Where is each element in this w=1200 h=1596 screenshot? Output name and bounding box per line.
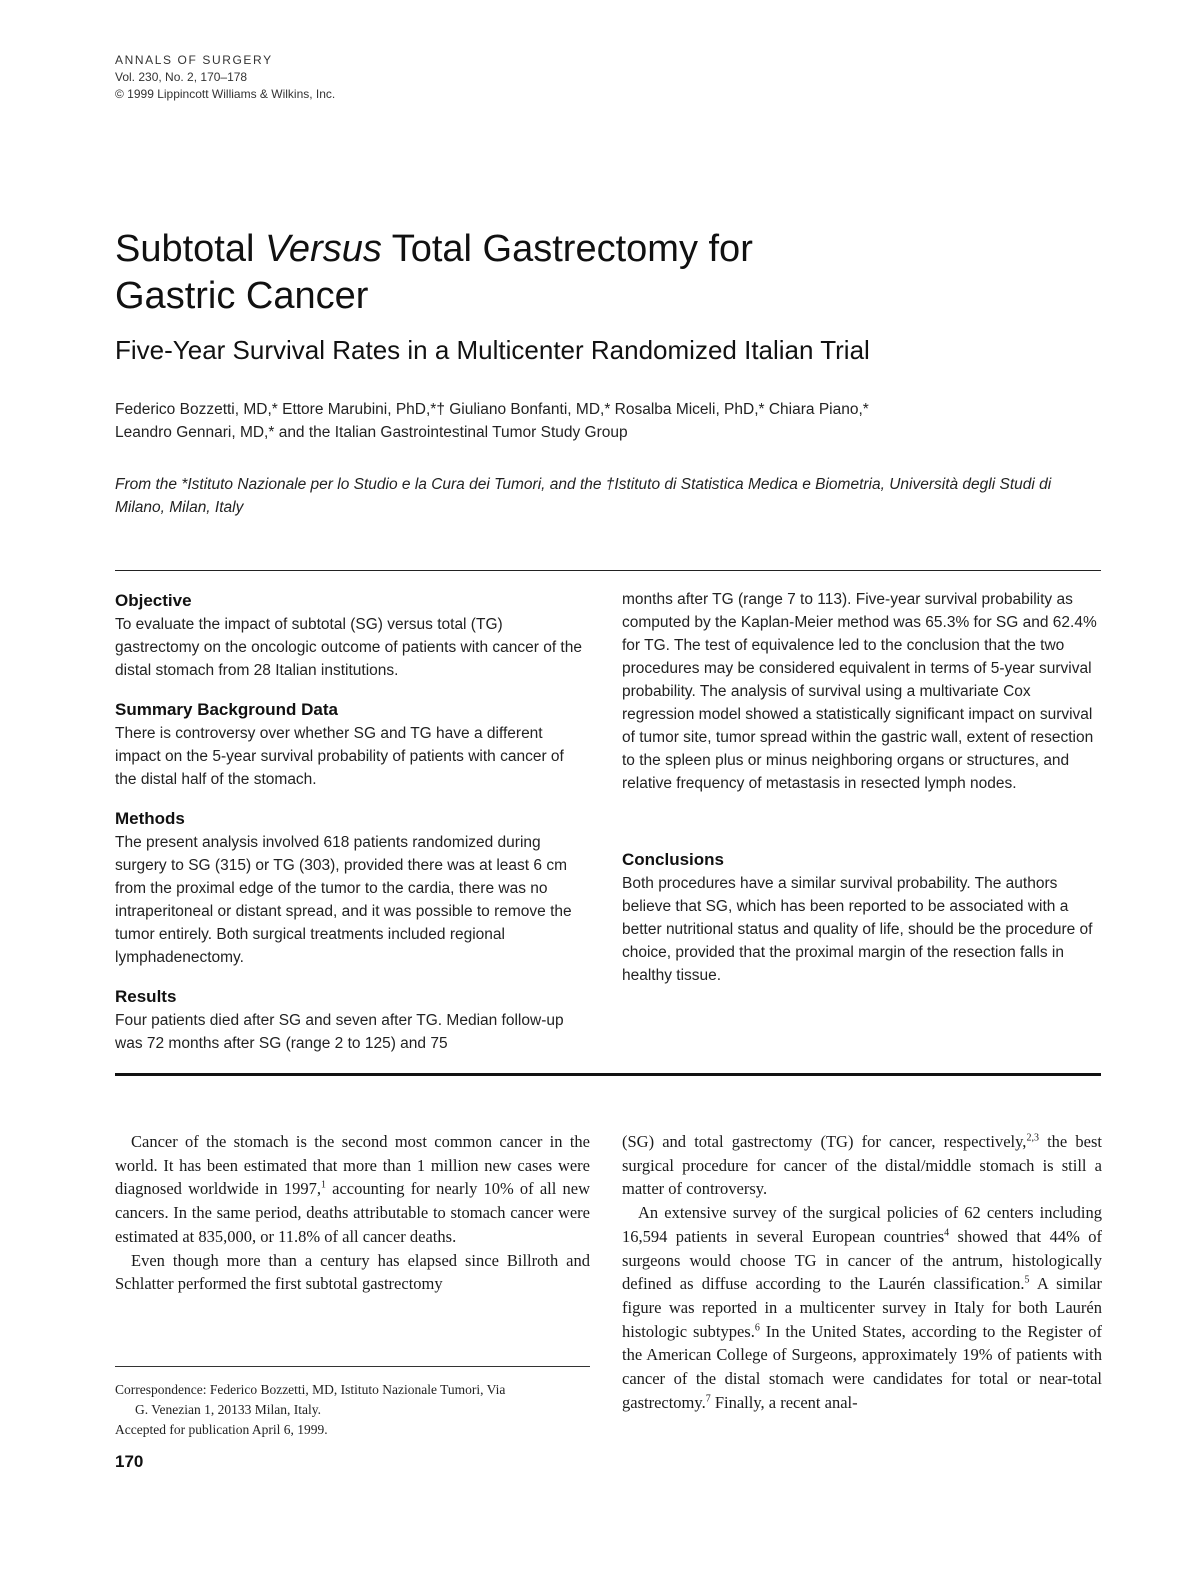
body-text: An extensive survey of the surgical policies of 62 centers including 16,594 patients in several European countries: [622, 1203, 1102, 1246]
methods-heading: Methods: [115, 809, 185, 828]
footnote-rule: [115, 1366, 590, 1367]
abstract-top-rule: [115, 570, 1101, 571]
results-heading: Results: [115, 987, 177, 1006]
journal-copyright: © 1999 Lippincott Williams & Wilkins, Inc.: [115, 87, 336, 101]
reference-marker: 5: [1024, 1274, 1030, 1286]
body-paragraph: [115, 1130, 590, 1249]
body-text: (SG) and total gastrectomy (TG) for cancer, respectively,: [622, 1132, 1027, 1151]
journal-volume: Vol. 230, No. 2, 170–178: [115, 70, 248, 84]
authors-line2: Leandro Gennari, MD,* and the Italian Gastrointestinal Tumor Study Group: [115, 424, 628, 441]
body-text: showed that 44% of surgeons would choose TG in cancer of the antrum, histologically defined as diffuse according to the Laurén classification.: [622, 1226, 1102, 1294]
conclusions-text: Both procedures have a similar survival probability. The authors believe that SG, which has been reported to be associated with a better nutritional status and quality of life, should be the procedure of choice, provided that the proximal margin of the resection falls in healthy tissue.: [622, 875, 1093, 984]
abstract-bottom-rule: [115, 1073, 1101, 1076]
abstract-right-column: [622, 588, 1100, 987]
title-part1: Subtotal: [115, 228, 265, 270]
body-text: A similar figure was reported in a multicenter survey in Italy for both Laurén histologic subtypes.: [622, 1274, 1102, 1341]
title-line2: Gastric Cancer: [115, 275, 369, 317]
body-paragraph: Even though more than a century has elapsed since Billroth and Schlatter performed the first subtotal gastrectomy: [115, 1250, 590, 1294]
body-text: accounting for nearly 10% of all new cancers. In the same period, deaths attributable to stomach cancer were estimated at 835,000, or 11.8% of all cancer deaths.: [115, 1179, 590, 1246]
results-text-continued: months after TG (range 7 to 113). Five-year survival probability as computed by the Kaplan-Meier method was 65.3% for SG and 62.4% for TG. The test of equivalence led to the conclusion that the two procedures may be considered equivalent in terms of 5-year survival probability. The analysis of survival using a multivariate Cox regression model showed a statistically significant impact on survival of tumor site, tumor spread within the gastric wall, extent of resection to the spleen plus or minus neighboring organs or structures, and relative frequency of metastasis in resected lymph nodes.: [622, 591, 1097, 792]
reference-marker: 6: [754, 1322, 760, 1334]
objective-text: To evaluate the impact of subtotal (SG) versus total (TG) gastrectomy on the oncologic outcome of patients with cancer of the distal stomach from 28 Italian institutions.: [115, 616, 582, 679]
affiliation: From the *Istituto Nazionale per lo Studio e la Cura dei Tumori, and the †Istituto di Statistica Medica e Biometria, Università degli Studi di Milano, Milan, Italy: [115, 476, 1052, 516]
conclusions-heading: Conclusions: [622, 850, 725, 869]
article-subtitle: Five-Year Survival Rates in a Multicenter Randomized Italian Trial: [115, 335, 870, 365]
body-text: Finally, a recent anal-: [710, 1392, 858, 1412]
reference-marker: 4: [944, 1227, 950, 1239]
methods-text: The present analysis involved 618 patients randomized during surgery to SG (315) or TG (303), provided there was at least 6 cm from the proximal edge of the tumor to the cardia, there was no intraperitoneal or distant spread, and it was possible to remove the tumor entirely. Both surgical treatments included regional lymphadenectomy.: [115, 834, 572, 966]
correspondence: Correspondence: Federico Bozzetti, MD, Istituto Nazionale Tumori, Via: [115, 1382, 506, 1397]
reference-marker: 2,3: [1026, 1132, 1039, 1144]
body-paragraph: [622, 1130, 1102, 1201]
body-left-column: [115, 1130, 590, 1296]
body-text: In the United States, according to the Register of the American College of Surgeons, approximately 19% of patients with cancer of the distal stomach were candidates for total or near-total gastrectomy.: [622, 1321, 1102, 1412]
results-text: Four patients died after SG and seven after TG. Median follow-up was 72 months after SG (range 2 to 125) and 75: [115, 1012, 564, 1052]
body-text: Cancer of the stomach is the second most common cancer in the world. It has been estimated that more than 1 million new cases were diagnosed worldwide in 1997,: [115, 1132, 590, 1199]
correspondence-address: G. Venezian 1, 20133 Milan, Italy.: [135, 1402, 321, 1417]
body-right-column: [622, 1130, 1102, 1414]
body-paragraph: [622, 1201, 1102, 1414]
objective-heading: Objective: [115, 591, 192, 610]
abstract-left-column: [115, 589, 587, 1055]
article-title: [115, 226, 1115, 320]
journal-name: ANNALS OF SURGERY: [115, 53, 273, 67]
page-number: 170: [115, 1452, 144, 1471]
background-text: There is controversy over whether SG and TG have a different impact on the 5-year survival probability of patients with cancer of the distal half of the stomach.: [115, 725, 564, 788]
body-text: the best surgical procedure for cancer of the distal/middle stomach is still a matter of controversy.: [622, 1132, 1102, 1199]
accepted-date: Accepted for publication April 6, 1999.: [115, 1422, 328, 1437]
journal-header: [115, 52, 335, 103]
title-part2: Total Gastrectomy for: [381, 228, 753, 270]
title-italic: Versus: [265, 228, 382, 270]
reference-marker: 1: [320, 1179, 326, 1191]
author-list: [115, 398, 1105, 444]
background-heading: Summary Background Data: [115, 700, 338, 719]
authors-line1: Federico Bozzetti, MD,* Ettore Marubini, PhD,*† Giuliano Bonfanti, MD,* Rosalba Miceli, PhD,* Chiara Piano,*: [115, 401, 869, 418]
reference-marker: 7: [705, 1393, 711, 1405]
footnote: [115, 1380, 590, 1440]
